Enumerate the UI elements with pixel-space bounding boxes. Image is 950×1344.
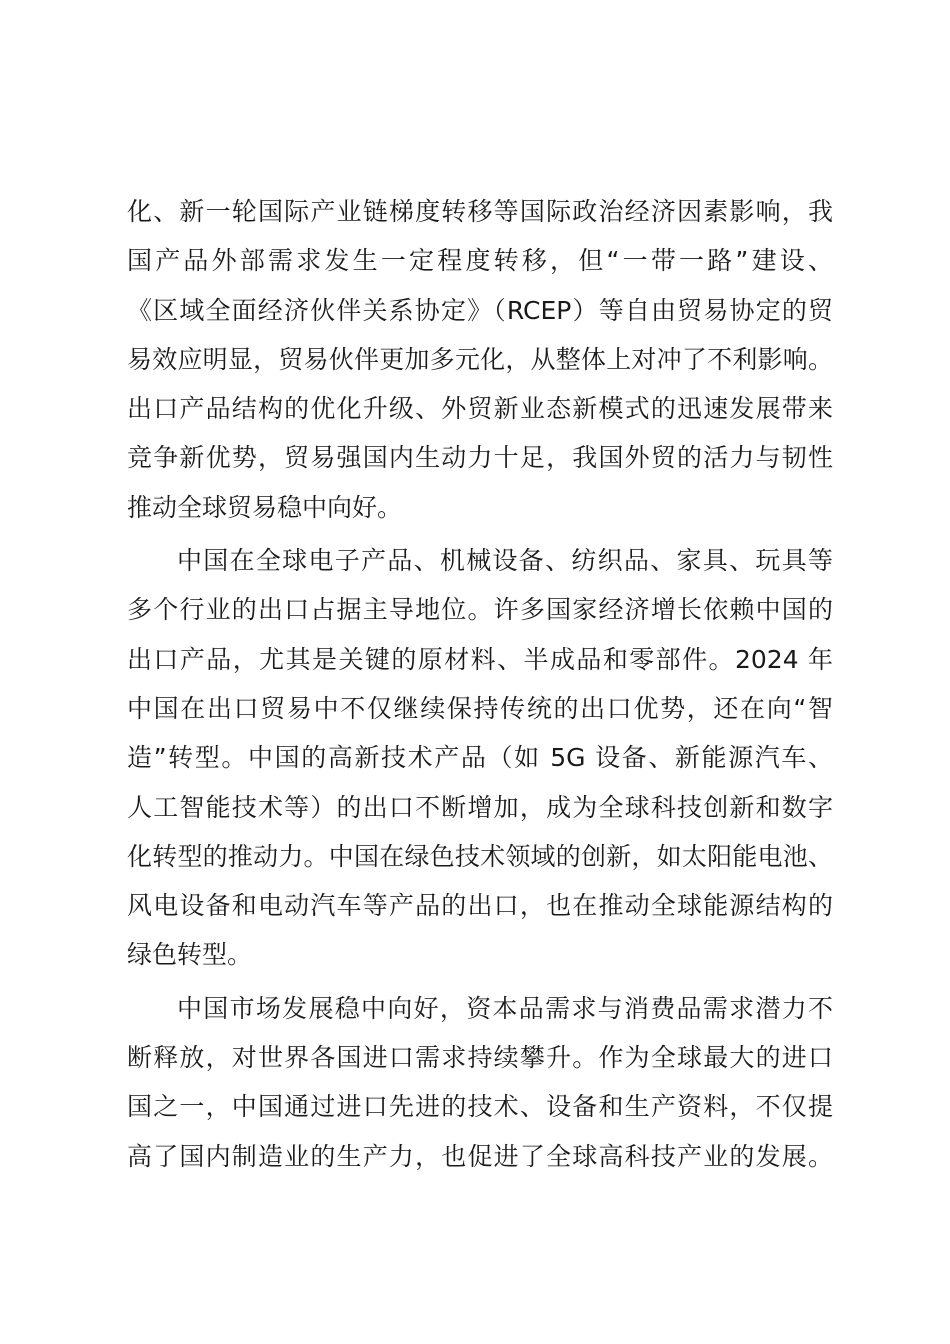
paragraph [127, 536, 833, 980]
document-body [127, 187, 833, 1181]
text-line: 竞争新优势，贸易强国内生动力十足，我国外贸的活力与韧性 [127, 443, 833, 473]
text-line: 人工智能技术等）的出口不断增加，成为全球科技创新和数字 [127, 792, 833, 822]
text-line: 绿色转型。 [127, 940, 253, 970]
text-line: 中国市场发展稳中向好，资本品需求与消费品需求潜力不 [177, 993, 833, 1023]
text-line: 造”转型。中国的高新技术产品（如 5G 设备、新能源汽车、 [127, 743, 833, 773]
text-line: 推动全球贸易稳中向好。 [127, 492, 403, 522]
text-line: 出口产品，尤其是关键的原材料、半成品和零部件。2024 年 [127, 644, 833, 674]
text-line: 多个行业的出口占据主导地位。许多国家经济增长依赖中国的 [127, 595, 833, 625]
paragraph [127, 984, 833, 1181]
text-line: 《区域全面经济伙伴关系协定》（RCEP）等自由贸易协定的贸 [127, 295, 833, 325]
text-line: 断释放，对世界各国进口需求持续攀升。作为全球最大的进口 [127, 1043, 833, 1073]
text-line: 国之一，中国通过进口先进的技术、设备和生产资料，不仅提 [127, 1092, 833, 1122]
text-line: 高了国内制造业的生产力，也促进了全球高科技产业的发展。 [127, 1141, 833, 1171]
text-line: 化、新一轮国际产业链梯度转移等国际政治经济因素影响，我 [127, 197, 833, 226]
text-line: 出口产品结构的优化升级、外贸新业态新模式的迅速发展带来 [127, 394, 833, 424]
text-line: 易效应明显，贸易伙伴更加多元化，从整体上对冲了不利影响。 [127, 344, 833, 374]
text-line: 风电设备和电动汽车等产品的出口，也在推动全球能源结构的 [127, 891, 833, 921]
paragraph [127, 187, 833, 532]
text-line: 化转型的推动力。中国在绿色技术领域的创新，如太阳能电池、 [127, 841, 833, 871]
text-line: 中国在出口贸易中不仅继续保持传统的出口优势，还在向“智 [127, 693, 833, 723]
text-line: 国产品外部需求发生一定程度转移，但“一带一路”建设、 [127, 246, 833, 276]
text-line: 中国在全球电子产品、机械设备、纺织品、家具、玩具等 [177, 546, 833, 576]
